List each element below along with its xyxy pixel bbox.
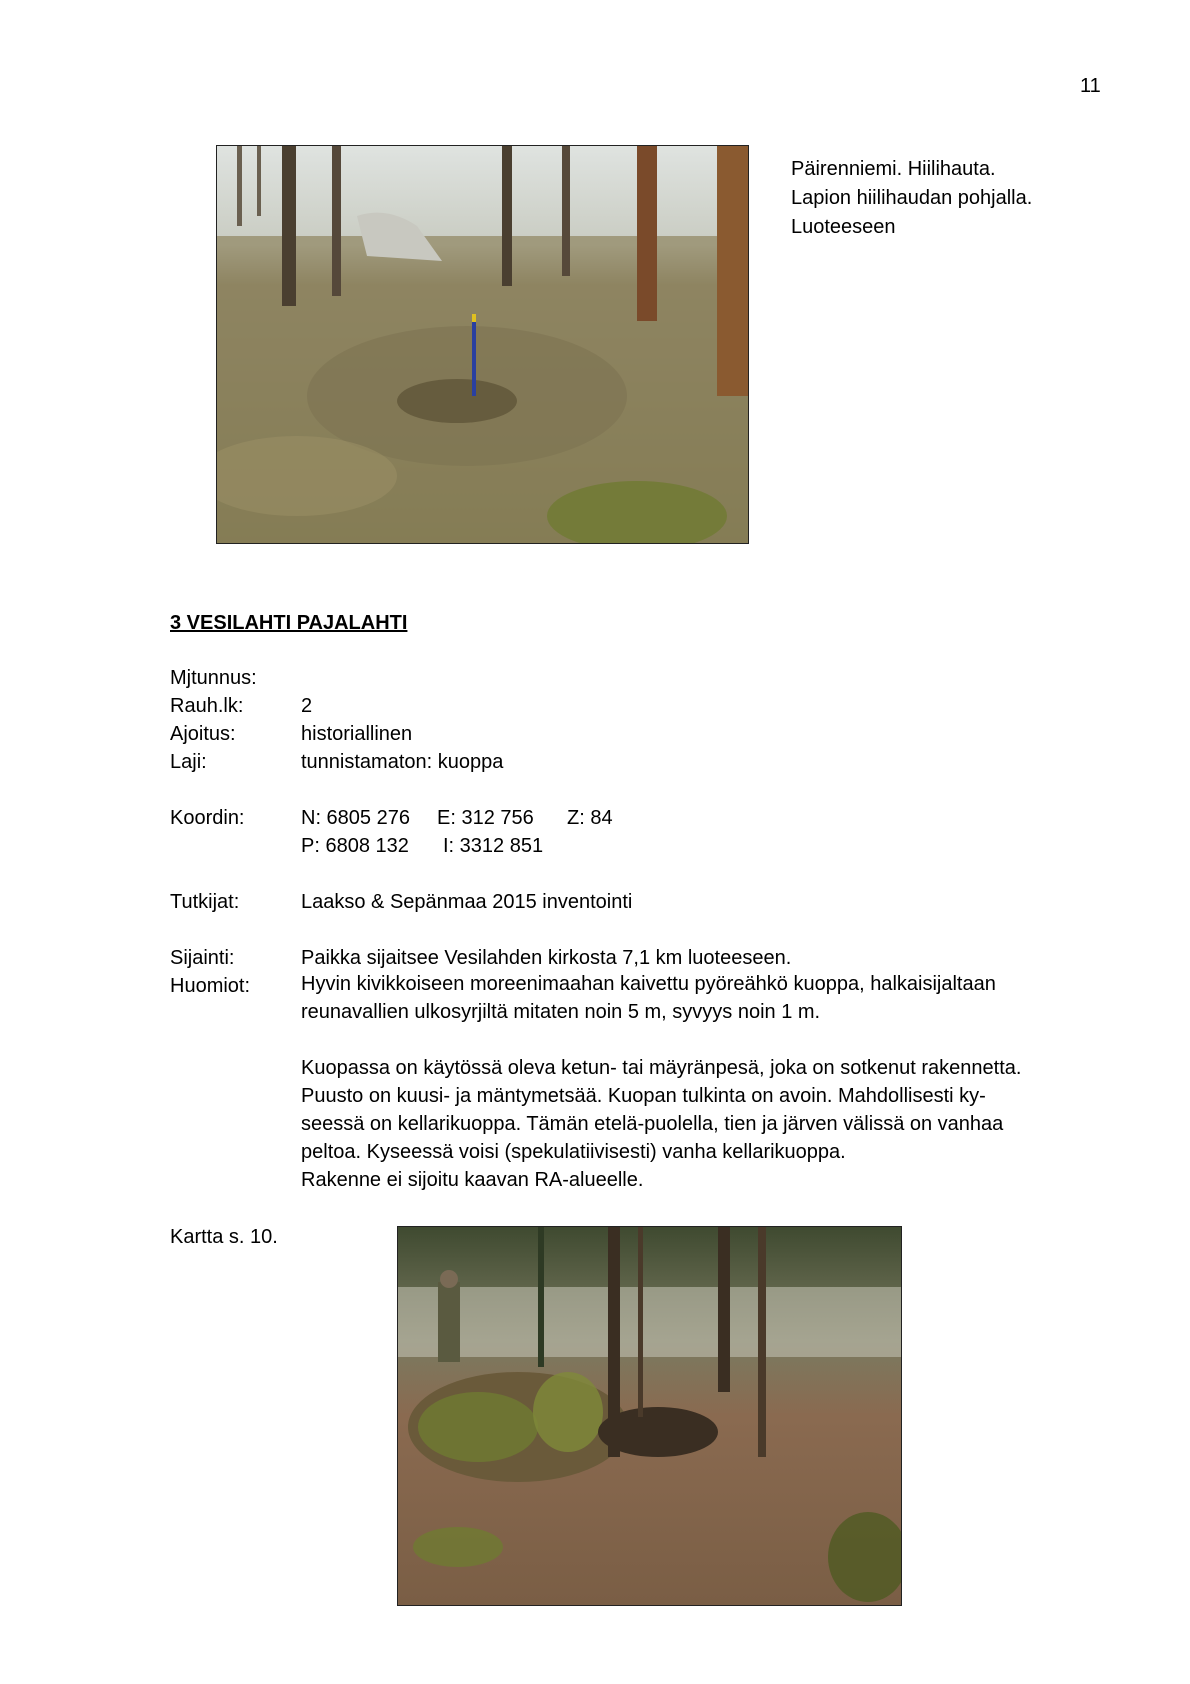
coord-e: E: 312 756	[437, 807, 534, 829]
ajoitus-label: Ajoitus:	[170, 723, 236, 745]
section-title: 3 VESILAHTI PAJALAHTI	[170, 612, 408, 634]
caption-line: Päirenniemi. Hiilihauta.	[791, 158, 996, 180]
laji-value: tunnistamaton: kuoppa	[301, 751, 504, 773]
paragraph-line: seessä on kellarikuoppa. Tämän etelä-puolella, tien ja järven välissä on vanhaa	[301, 1113, 1004, 1135]
huomiot-label: Huomiot:	[170, 975, 251, 997]
paragraph-line: Kuopassa on käytössä oleva ketun- tai mäyränpesä, joka on sotkenut rakennetta.	[301, 1057, 1022, 1079]
tutkijat-value: Laakso & Sepänmaa 2015 inventointi	[301, 891, 633, 913]
paragraph-line: Puusto on kuusi- ja mäntymetsää. Kuopan tulkinta on avoin. Mahdollisesti ky-	[301, 1085, 986, 1107]
paragraph-line: peltoa. Kyseessä voisi (spekulatiivisesti) vanha kellarikuoppa.	[301, 1141, 846, 1163]
map-reference: Kartta s. 10.	[170, 1226, 278, 1248]
photo-caption	[791, 155, 1032, 242]
laji-label: Laji:	[170, 751, 207, 773]
sijainti-value: Paikka sijaitsee Vesilahden kirkosta 7,1 km luoteeseen.	[301, 947, 792, 969]
kellarikuoppa-photo	[397, 1226, 902, 1606]
page-number: 11	[1080, 75, 1101, 97]
caption-line: Luoteeseen	[791, 216, 896, 238]
rauh-label: Rauh.lk:	[170, 695, 244, 717]
sijainti-label: Sijainti:	[170, 947, 235, 969]
forest-pit-photo	[216, 145, 749, 544]
mjtunnus-label: Mjtunnus:	[170, 667, 257, 689]
coord-n: N: 6805 276	[301, 807, 410, 829]
coord-z: Z: 84	[567, 807, 613, 829]
caption-line: Lapion hiilihaudan pohjalla.	[791, 187, 1033, 209]
huomiot-line: reunavallien ulkosyrjiltä mitaten noin 5 m, syvyys noin 1 m.	[301, 1001, 821, 1023]
huomiot-line: Hyvin kivikkoiseen moreenimaahan kaivettu pyöreähkö kuoppa, halkaisijaltaan	[301, 973, 996, 995]
coord-p: P: 6808 132	[301, 835, 409, 857]
huomiot-text	[301, 970, 1121, 1026]
forest-pit-photo-graphic	[398, 1227, 901, 1605]
paragraph-2	[301, 1054, 1121, 1194]
koordin-label: Koordin:	[170, 807, 245, 829]
rauh-value: 2	[301, 695, 313, 717]
coord-i: I: 3312 851	[443, 835, 544, 857]
forest-photo-graphic	[217, 146, 748, 543]
tutkijat-label: Tutkijat:	[170, 891, 240, 913]
paragraph-line: Rakenne ei sijoitu kaavan RA-alueelle.	[301, 1169, 644, 1191]
ajoitus-value: historiallinen	[301, 723, 413, 745]
